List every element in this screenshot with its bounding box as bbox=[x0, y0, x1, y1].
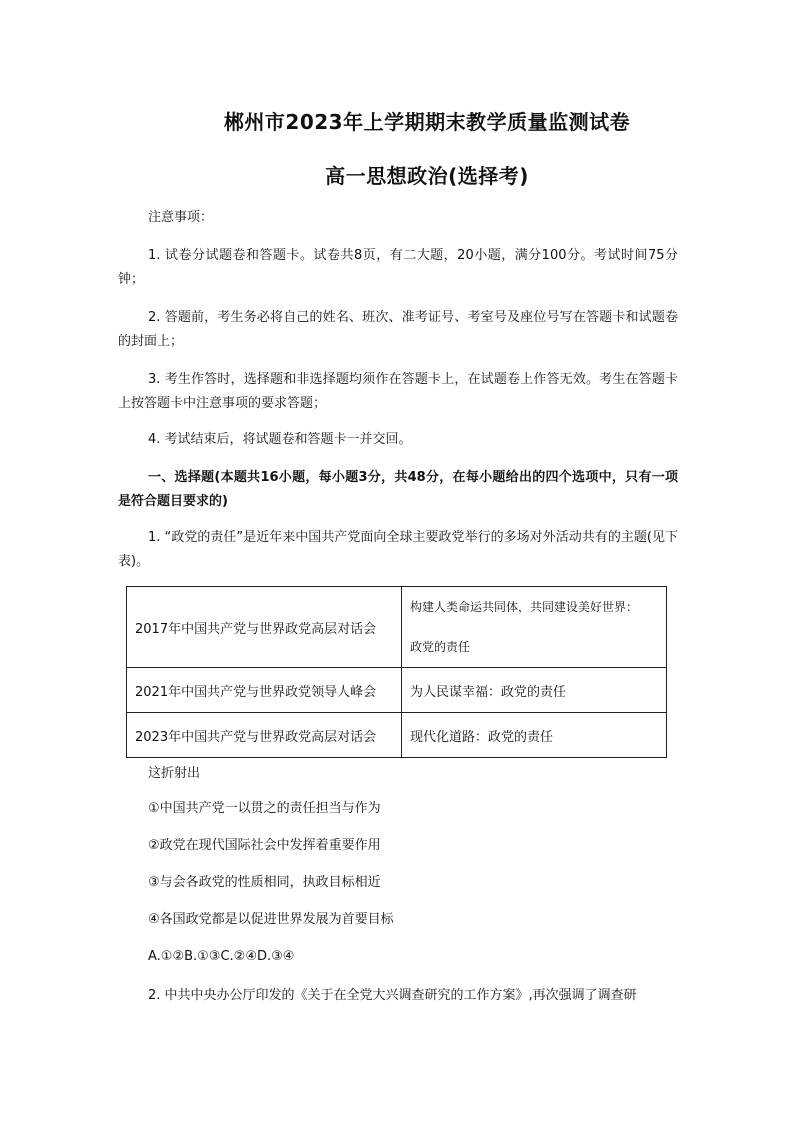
question-1-option-3: ③与会各政党的性质相同，执政目标相近 bbox=[148, 875, 381, 890]
exam-subtitle: 高一思想政治(选择考) bbox=[325, 164, 529, 188]
table-cell-event: 2021年中国共产党与世界政党领导人峰会 bbox=[127, 668, 402, 713]
table-row bbox=[127, 587, 667, 668]
table-cell-theme: 现代化道路：政党的责任 bbox=[402, 713, 667, 758]
table-cell-theme: 为人民谋幸福：政党的责任 bbox=[402, 668, 667, 713]
section-heading: 一、选择题(本题共16小题，每小题3分，共48分，在每小题给出的四个选项中，只有一项是符合题目要求的) bbox=[118, 470, 678, 509]
question-1-stem: 1. “政党的责任”是近年来中国共产党面向全球主要政党举行的多场对外活动共有的主题(见下表)。 bbox=[118, 530, 678, 569]
question-1-option-2: ②政党在现代国际社会中发挥着重要作用 bbox=[148, 838, 381, 853]
question-1-choices: A.①②B.①③C.②④D.③④ bbox=[148, 949, 295, 964]
notice-heading: 注意事项： bbox=[148, 210, 214, 225]
table-cell-theme-line-2: 政党的责任 bbox=[410, 640, 471, 654]
table-cell-event: 2023年中国共产党与世界政党高层对话会 bbox=[127, 713, 402, 758]
exam-title: 郴州市2023年上学期期末教学质量监测试卷 bbox=[223, 110, 631, 134]
table-cell-event: 2017年中国共产党与世界政党高层对话会 bbox=[127, 587, 402, 668]
table-row bbox=[127, 713, 667, 758]
question-2-stem: 2. 中共中央办公厅印发的《关于在全党大兴调查研究的工作方案》,再次强调了调查研 bbox=[148, 988, 637, 1003]
party-responsibility-table bbox=[126, 586, 667, 758]
notice-item-4: 4. 考试结束后，将试题卷和答题卡一并交回。 bbox=[148, 432, 412, 447]
table-row bbox=[127, 668, 667, 713]
notice-item-3: 3. 考生作答时，选择题和非选择题均须作在答题卡上，在试题卷上作答无效。考生在答题卡上按答题卡中注意事项的要求答题； bbox=[118, 372, 678, 411]
question-1-option-1: ①中国共产党一以贯之的责任担当与作为 bbox=[148, 801, 381, 816]
question-1-lead: 这折射出 bbox=[148, 766, 201, 781]
notice-item-2: 2. 答题前，考生务必将自己的姓名、班次、准考证号、考室号及座位号写在答题卡和试题卷的封面上； bbox=[118, 310, 678, 349]
table-cell-theme bbox=[402, 587, 667, 668]
notice-item-1: 1. 试卷分试题卷和答题卡。试卷共8页，有二大题，20小题，满分100分。考试时间75分钟； bbox=[118, 248, 678, 287]
table-cell-theme-line-1: 构建人类命运共同体，共同建设美好世界： bbox=[410, 600, 639, 614]
question-1-option-4: ④各国政党都是以促进世界发展为首要目标 bbox=[148, 912, 394, 927]
